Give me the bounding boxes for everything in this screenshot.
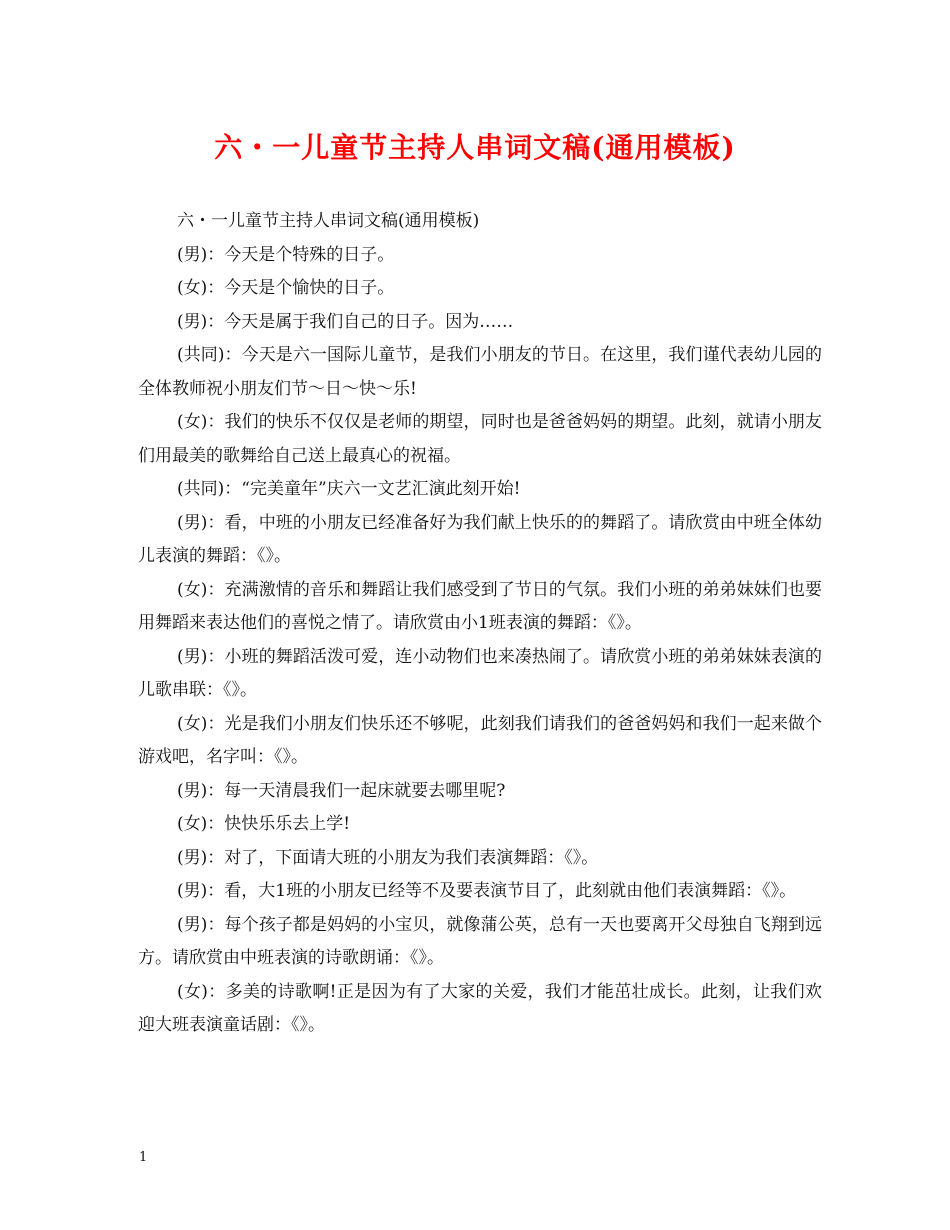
- dialogue-paragraph: (女)：快快乐乐去上学!: [177, 814, 351, 834]
- dialogue-paragraph: (女)：充满激情的音乐和舞蹈让我们感受到了节日的气氛。我们小班的弟弟妹妹们也要用舞蹈来表达他们的喜悦之情了。请欣赏由小1班表演的舞蹈：《》。: [138, 579, 822, 633]
- dialogue-paragraph: (男)：今天是个特殊的日子。: [177, 244, 395, 265]
- dialogue-paragraph: (男)：今天是属于我们自己的日子。因为……: [177, 311, 514, 332]
- dialogue-paragraph: (共同)：“完美童年”庆六一文艺汇演此刻开始!: [177, 479, 521, 499]
- dialogue-paragraph: (男)：小班的舞蹈活泼可爱，连小动物们也来凑热闹了。请欣赏小班的弟弟妹妹表演的儿歌串联：《》。: [138, 646, 822, 700]
- page-number: 1: [139, 1150, 148, 1165]
- dialogue-paragraph: (男)：对了，下面请大班的小朋友为我们表演舞蹈：《》。: [177, 847, 599, 868]
- dialogue-paragraph: (男)：看，大1班的小朋友已经等不及要表演节目了，此刻就由他们表演舞蹈：《》。: [177, 881, 797, 901]
- dialogue-paragraph: (女)：光是我们小朋友们快乐还不够呢，此刻我们请我们的爸爸妈妈和我们一起来做个游戏吧，名字叫：《》。: [138, 713, 822, 767]
- dialogue-paragraph: (女)：我们的快乐不仅仅是老师的期望，同时也是爸爸妈妈的期望。此刻，就请小朋友们用最美的歌舞给自己送上最真心的祝福。: [138, 412, 822, 466]
- document-body: [138, 205, 822, 1043]
- dialogue-paragraph: (女)：多美的诗歌啊!正是因为有了大家的关爱，我们才能茁壮成长。此刻，让我们欢迎大班表演童话剧：《》。: [138, 981, 822, 1035]
- document-title: 六・一儿童节主持人串词文稿(通用模板): [214, 131, 736, 164]
- dialogue-paragraph: (男)：看，中班的小朋友已经准备好为我们献上快乐的的舞蹈了。请欣赏由中班全体幼儿表演的舞蹈：《》。: [138, 512, 822, 566]
- dialogue-paragraph: (共同)：今天是六一国际儿童节，是我们小朋友的节日。在这里，我们谨代表幼儿园的全体教师祝小朋友们节～日～快～乐!: [138, 345, 822, 399]
- dialogue-paragraph: (女)：今天是个愉快的日子。: [177, 278, 395, 298]
- subtitle-paragraph: 六・一儿童节主持人串词文稿(通用模板): [177, 211, 480, 231]
- dialogue-paragraph: (男)：每个孩子都是妈妈的小宝贝，就像蒲公英，总有一天也要离开父母独自飞翔到远方。请欣赏由中班表演的诗歌朗诵：《》。: [138, 914, 822, 968]
- dialogue-paragraph: (男)：每一天清晨我们一起床就要去哪里呢?: [177, 780, 506, 801]
